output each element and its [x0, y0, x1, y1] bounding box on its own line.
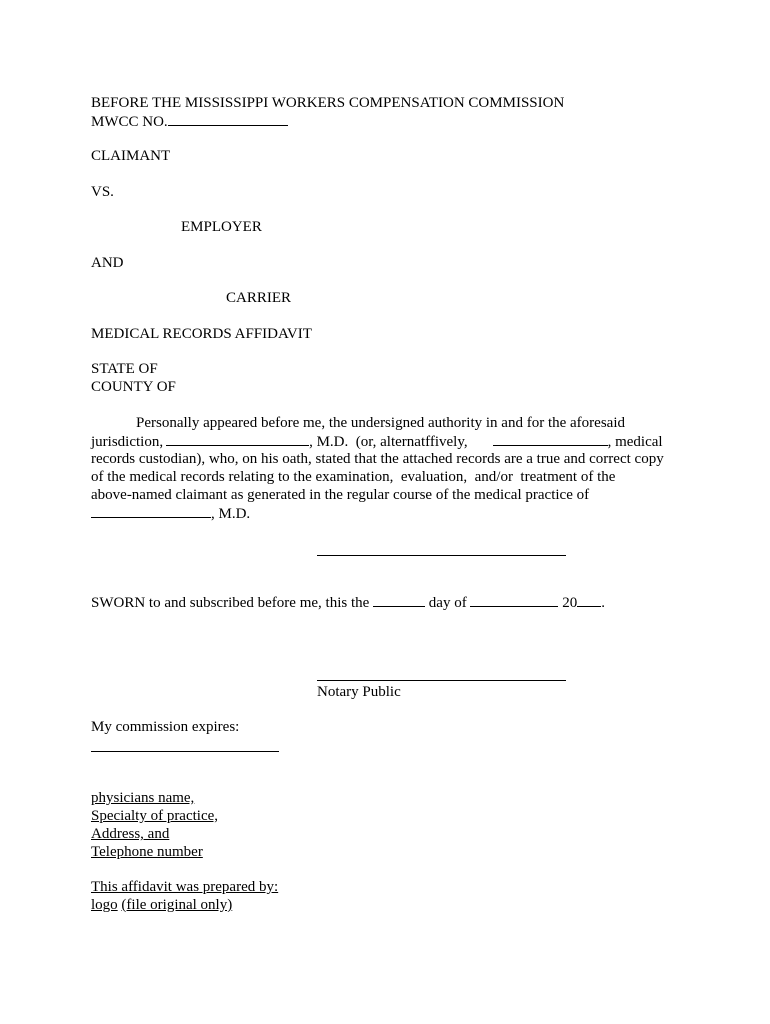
body-line-6 [91, 504, 250, 523]
commission-title: BEFORE THE MISSISSIPPI WORKERS COMPENSATION COMMISSION [91, 95, 565, 111]
carrier-label: CARRIER [226, 290, 292, 306]
logo-label: logo [91, 897, 118, 913]
case-number-label: MWCC NO. [91, 114, 168, 130]
medical-text: , medical [607, 434, 663, 450]
jurisdiction-text: jurisdiction, [91, 434, 164, 450]
practice-name-blank[interactable] [91, 504, 211, 518]
claimant-label: CLAIMANT [91, 148, 171, 164]
body-line-3: records custodian), who, on his oath, stated that the attached records are a true and correct copy [91, 451, 664, 467]
sworn-year-blank[interactable] [577, 593, 601, 607]
versus-label: VS. [91, 184, 114, 200]
day-of-text: day of [428, 595, 467, 611]
address-label: Address, and [91, 826, 170, 842]
commission-expires-line[interactable] [91, 751, 279, 752]
telephone-label: Telephone number [91, 844, 203, 860]
prepared-by-label: This affidavit was prepared by: [91, 879, 279, 895]
state-label: STATE OF [91, 361, 158, 377]
sworn-text: SWORN to and subscribed before me, this the [91, 595, 370, 611]
case-number-line [91, 112, 288, 131]
document-title: MEDICAL RECORDS AFFIDAVIT [91, 326, 312, 342]
sworn-day-blank[interactable] [373, 593, 425, 607]
sworn-month-blank[interactable] [470, 593, 558, 607]
year-prefix-text: 20 [562, 595, 578, 611]
affiant-signature-line[interactable] [317, 555, 566, 556]
commission-expires-label: My commission expires: [91, 719, 240, 735]
period-text: . [601, 595, 605, 611]
body-line-1: Personally appeared before me, the undersigned authority in and for the aforesaid [136, 415, 625, 431]
notary-public-label: Notary Public [317, 684, 401, 700]
file-original-note: (file original only) [121, 897, 233, 913]
sworn-line [91, 593, 605, 612]
body-line-5: above-named claimant as generated in the regular course of the medical practice of [91, 487, 590, 503]
logo-line [91, 896, 232, 914]
custodian-name-blank[interactable] [493, 432, 608, 446]
physician-name-label: physicians name, [91, 790, 195, 806]
case-number-blank[interactable] [168, 112, 288, 126]
md-suffix-text: , M.D. [211, 506, 251, 522]
specialty-label: Specialty of practice, [91, 808, 219, 824]
notary-signature-line[interactable] [317, 680, 566, 681]
and-label: AND [91, 255, 124, 271]
body-line-4: of the medical records relating to the examination, evaluation, and/or treatment of the [91, 469, 616, 485]
md-alternatively-text: , M.D. (or, alternatffively, [309, 434, 468, 450]
county-label: COUNTY OF [91, 379, 176, 395]
body-line-2 [91, 432, 663, 451]
employer-label: EMPLOYER [181, 219, 262, 235]
physician-name-blank[interactable] [166, 432, 309, 446]
